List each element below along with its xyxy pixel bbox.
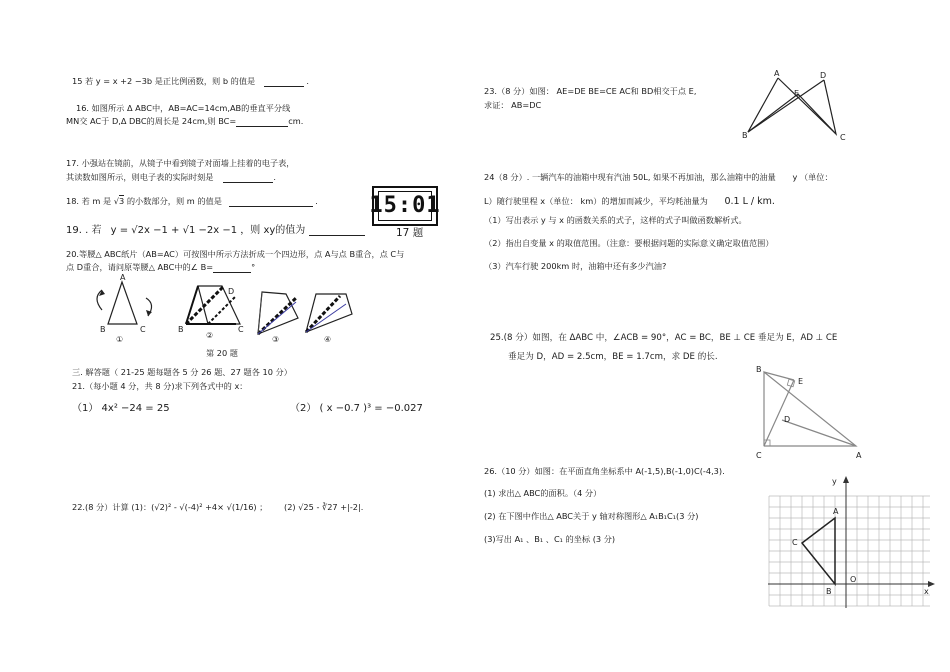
fig-label-4: ④ [324, 335, 332, 344]
q18-blank[interactable] [229, 197, 313, 207]
svg-text:B: B [178, 325, 184, 334]
q21-part2: （2） ( x −0.7 )³ = −0.027 [290, 403, 423, 414]
y-axis-arrow [843, 476, 849, 483]
fold-fig-4 [306, 294, 352, 332]
q23-figure [740, 68, 850, 148]
svg-text:x: x [924, 587, 929, 596]
q24-part3: （3）汽车行驶 200km 时，油箱中还有多少汽油? [484, 261, 667, 271]
svg-text:B: B [742, 131, 748, 140]
q26-part2: (2) 在下图中作出△ ABC关于 y 轴对称图形△ A₁B₁C₁(3 分) [484, 511, 699, 521]
svg-text:C: C [140, 325, 146, 334]
svg-text:B: B [756, 365, 762, 374]
svg-text:C: C [840, 133, 846, 142]
q18: 18. 若 m 是 √3 的小数部分，则 m 的值是 . [66, 196, 318, 206]
q24-part2: （2）指出自变量 x 的取值范围。（注意：要根据问题的实际意义确定取值范围） [484, 238, 774, 248]
clock-caption: 17 题 [396, 227, 424, 239]
q20-line2: 点 D重合，请问原等腰△ ABC中的∠ B= ° [66, 262, 256, 272]
svg-text:E: E [798, 377, 804, 386]
clock-screen [369, 191, 441, 221]
svg-text:A: A [120, 273, 126, 282]
q19-blank[interactable] [309, 226, 365, 236]
q16-line2: MN交 AC于 D,Δ DBC的周长是 24cm,则 BC= cm. [66, 116, 304, 126]
q17-line2: 其读数如图所示，则电子表的实际时刻是 . [66, 172, 276, 182]
q22: 22.(8 分）计算 (1)：(√2)² - √(-4)² +4× √(1/16) ； (2) √25 - ∛27 +|-2|. [72, 502, 364, 512]
fig-label-2: ② [206, 331, 214, 340]
svg-text:D: D [820, 71, 827, 80]
q24-line2: L）随行驶里程 x（单位： km）的增加而减少，平均耗油量为 0.1 L / km. [484, 196, 775, 207]
q16-blank[interactable] [236, 117, 288, 127]
fold-figures [90, 272, 360, 347]
fold-fig-2 [178, 286, 244, 334]
clock-figure [369, 186, 441, 226]
q23-line2: 求证： AB=DC [484, 100, 542, 110]
q24-line1: 24（8 分）. 一辆汽车的油箱中现有汽油 50L, 如果不再加油，那么油箱中的油量 y （单位： [484, 172, 833, 182]
q23-line1: 23.（8 分）如图： AE=DE BE=CE AC和 BD相交于点 E, [484, 86, 697, 96]
svg-text:B: B [100, 325, 106, 334]
grid-lines [769, 496, 930, 606]
q25-line1: 25.(8 分）如图，在 ΔABC 中，∠ACB = 90°，AC = BC，BE ⊥ CE 垂足为 E，AD ⊥ CE [490, 333, 838, 343]
svg-text:B: B [826, 587, 832, 596]
svg-text:C: C [238, 325, 244, 334]
fig-label-3: ③ [272, 335, 280, 344]
q26-part1: (1) 求出△ ABC的面积。（4 分） [484, 488, 602, 498]
x-axis-arrow [928, 581, 935, 587]
svg-text:C: C [756, 451, 762, 460]
coordinate-grid [760, 474, 940, 614]
q21-part1: （1） 4x² −24 = 25 [72, 403, 170, 414]
svg-text:A: A [856, 451, 862, 460]
sqrt-symbol: √ [113, 196, 120, 206]
svg-text:A: A [833, 507, 839, 516]
q15: 15 若 y = x +2 −3b 是正比例函数，则 b 的值是 . [72, 76, 310, 86]
q17-line1: 17. 小强站在镜前，从镜子中看到镜子对面墙上挂着的电子表， [66, 158, 295, 168]
q16-line1: 16. 如图所示 Δ ABC中，AB=AC=14cm,AB的垂直平分线 [76, 103, 291, 113]
fold-fig-1 [97, 273, 152, 334]
q24-part1: （1）写出表示 y 与 x 的函数关系的式子，这样的式子叫做函数解析式。 [484, 215, 747, 225]
q26-part3: (3)写出 A₁ 、B₁ 、C₁ 的坐标 (3 分) [484, 534, 616, 544]
svg-text:y: y [832, 477, 837, 486]
q19: 19. . 若 y = √2x −1 + √1 −2x −1 ，则 xy的值为 [66, 225, 365, 236]
svg-text:D: D [784, 415, 791, 424]
q20-caption: 第 20 题 [206, 348, 238, 358]
q26-line1: 26.（10 分）如图：在平面直角坐标系中 A(-1,5),B(-1,0)C(-4,3). [484, 466, 725, 476]
q25-figure [752, 364, 872, 464]
q15-blank[interactable] [264, 77, 304, 87]
clock-digits: 15:01 [369, 193, 441, 218]
svg-text:A: A [774, 69, 780, 78]
q17-blank[interactable] [223, 173, 273, 183]
svg-text:O: O [850, 575, 857, 584]
svg-text:E: E [794, 89, 800, 98]
svg-text:D: D [228, 287, 235, 296]
q25-line2: 垂足为 D，AD = 2.5cm，BE = 1.7cm，求 DE 的长. [508, 352, 718, 362]
fig-label-1: ① [116, 335, 124, 344]
fold-fig-3 [258, 292, 298, 334]
svg-text:C: C [792, 538, 798, 547]
q21-title: 21.（每小题 4 分，共 8 分)求下列各式中的 x： [72, 381, 248, 391]
section-3-heading: 三. 解答题（ 21-25 题每题各 5 分 26 题、27 题各 10 分） [72, 367, 292, 377]
q20-line1: 20.等腰△ ABC纸片（AB=AC）可按图中所示方法折成一个四边形，点 A与点 B重合，点 C与 [66, 249, 405, 259]
